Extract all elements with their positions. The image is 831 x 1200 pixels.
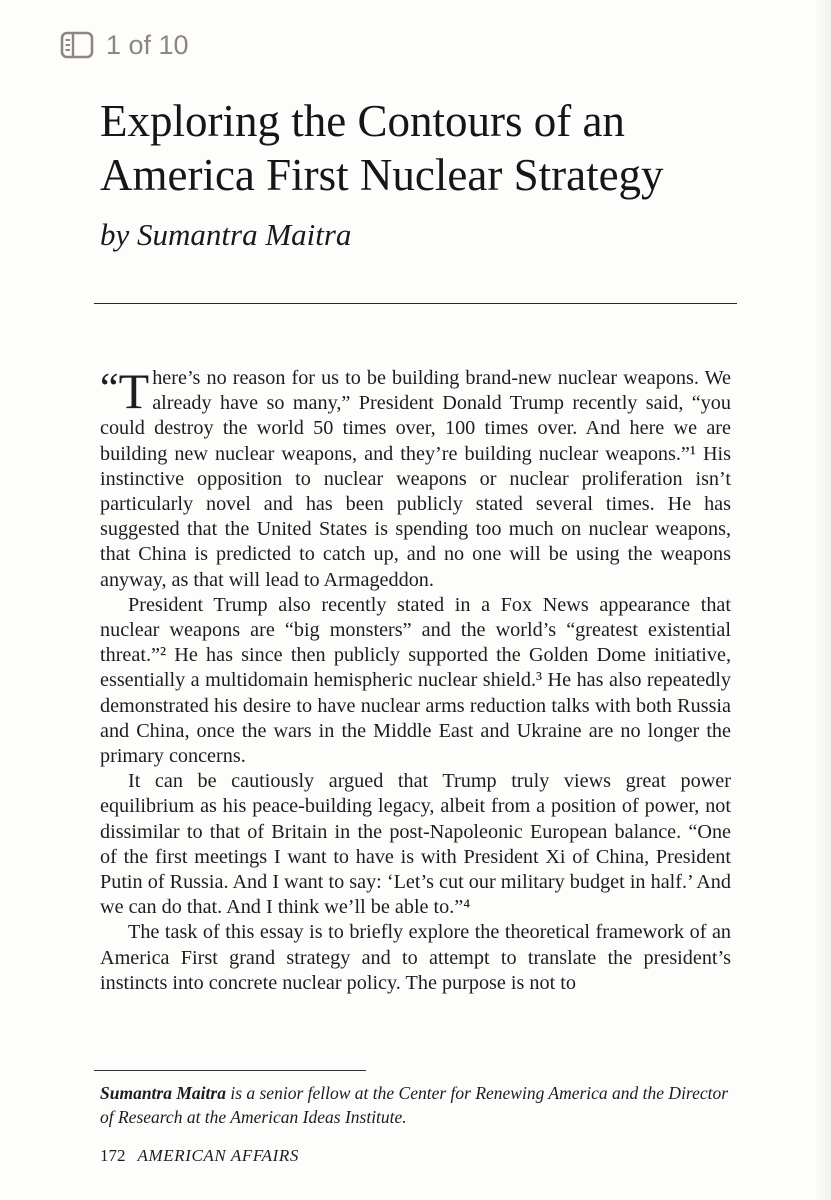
title-divider — [94, 303, 737, 304]
article-body — [100, 363, 731, 996]
paragraph-1-text: here’s no reason for us to be building brand-new nuclear weapons. We already have so many,” President Donald Trump recently said, “you could destroy the world 50 times over, 100 times over. And here we are building new nuclear weapons, and they’re building nuclear weapons.”¹ His instinctive opposition to nuclear weapons or nuclear proliferation isn’t particularly novel and has been publicly stated several times. He has suggested that the United States is spending too much on nuclear weapons, that China is predicted to catch up, and no one will be using the weapons anyway, as that will lead to Armageddon. — [100, 367, 731, 591]
page-indicator[interactable] — [60, 28, 189, 62]
paragraph-1 — [100, 363, 731, 593]
book-pages-icon — [60, 30, 94, 60]
footnote-text: is a senior fellow at the Center for Renewing America and the Director of Research at the American Ideas Institute. — [100, 1083, 729, 1127]
page-count-label: 1 of 10 — [106, 30, 189, 60]
paragraph-3: It can be cautiously argued that Trump truly views great power equilibrium as his peace-building legacy, albeit from a position of power, not dissimilar to that of Britain in the post-Napoleonic European balance. “One of the first meetings I want to have is with President Xi of China, President Putin of Russia. And I want to say: ‘Let’s cut our military budget in half.’ And we can do that. And I think we’ll be able to.”⁴ — [100, 770, 731, 919]
article-byline: by Sumantra Maitra — [100, 217, 352, 252]
page-footer — [100, 1145, 299, 1167]
publication-name: AMERICAN AFFAIRS — [137, 1146, 299, 1165]
footnote-divider — [94, 1070, 366, 1071]
page-edge-shadow — [815, 0, 831, 1200]
article-title: Exploring the Contours of an America First Nuclear Strategy — [100, 96, 664, 200]
paragraph-4: The task of this essay is to briefly explore the theoretical framework of an America First grand strategy and to attempt to translate the president’s instincts into concrete nuclear policy. The purpose is not to — [100, 921, 731, 994]
drop-cap: “T — [100, 363, 150, 419]
author-footnote — [100, 1081, 740, 1129]
page-number: 172 — [100, 1146, 126, 1165]
footnote-author-name: Sumantra Maitra — [100, 1083, 226, 1103]
paragraph-2: President Trump also recently stated in a Fox News appearance that nuclear weapons are “big monsters” and the world’s “greatest existential threat.”² He has since then publicly supported the Golden Dome initiative, essentially a multidomain hemispheric nuclear shield.³ He has also repeatedly demonstrated his desire to have nuclear arms reduction talks with both Russia and China, once the wars in the Middle East and Ukraine are no longer the primary concerns. — [100, 593, 731, 768]
